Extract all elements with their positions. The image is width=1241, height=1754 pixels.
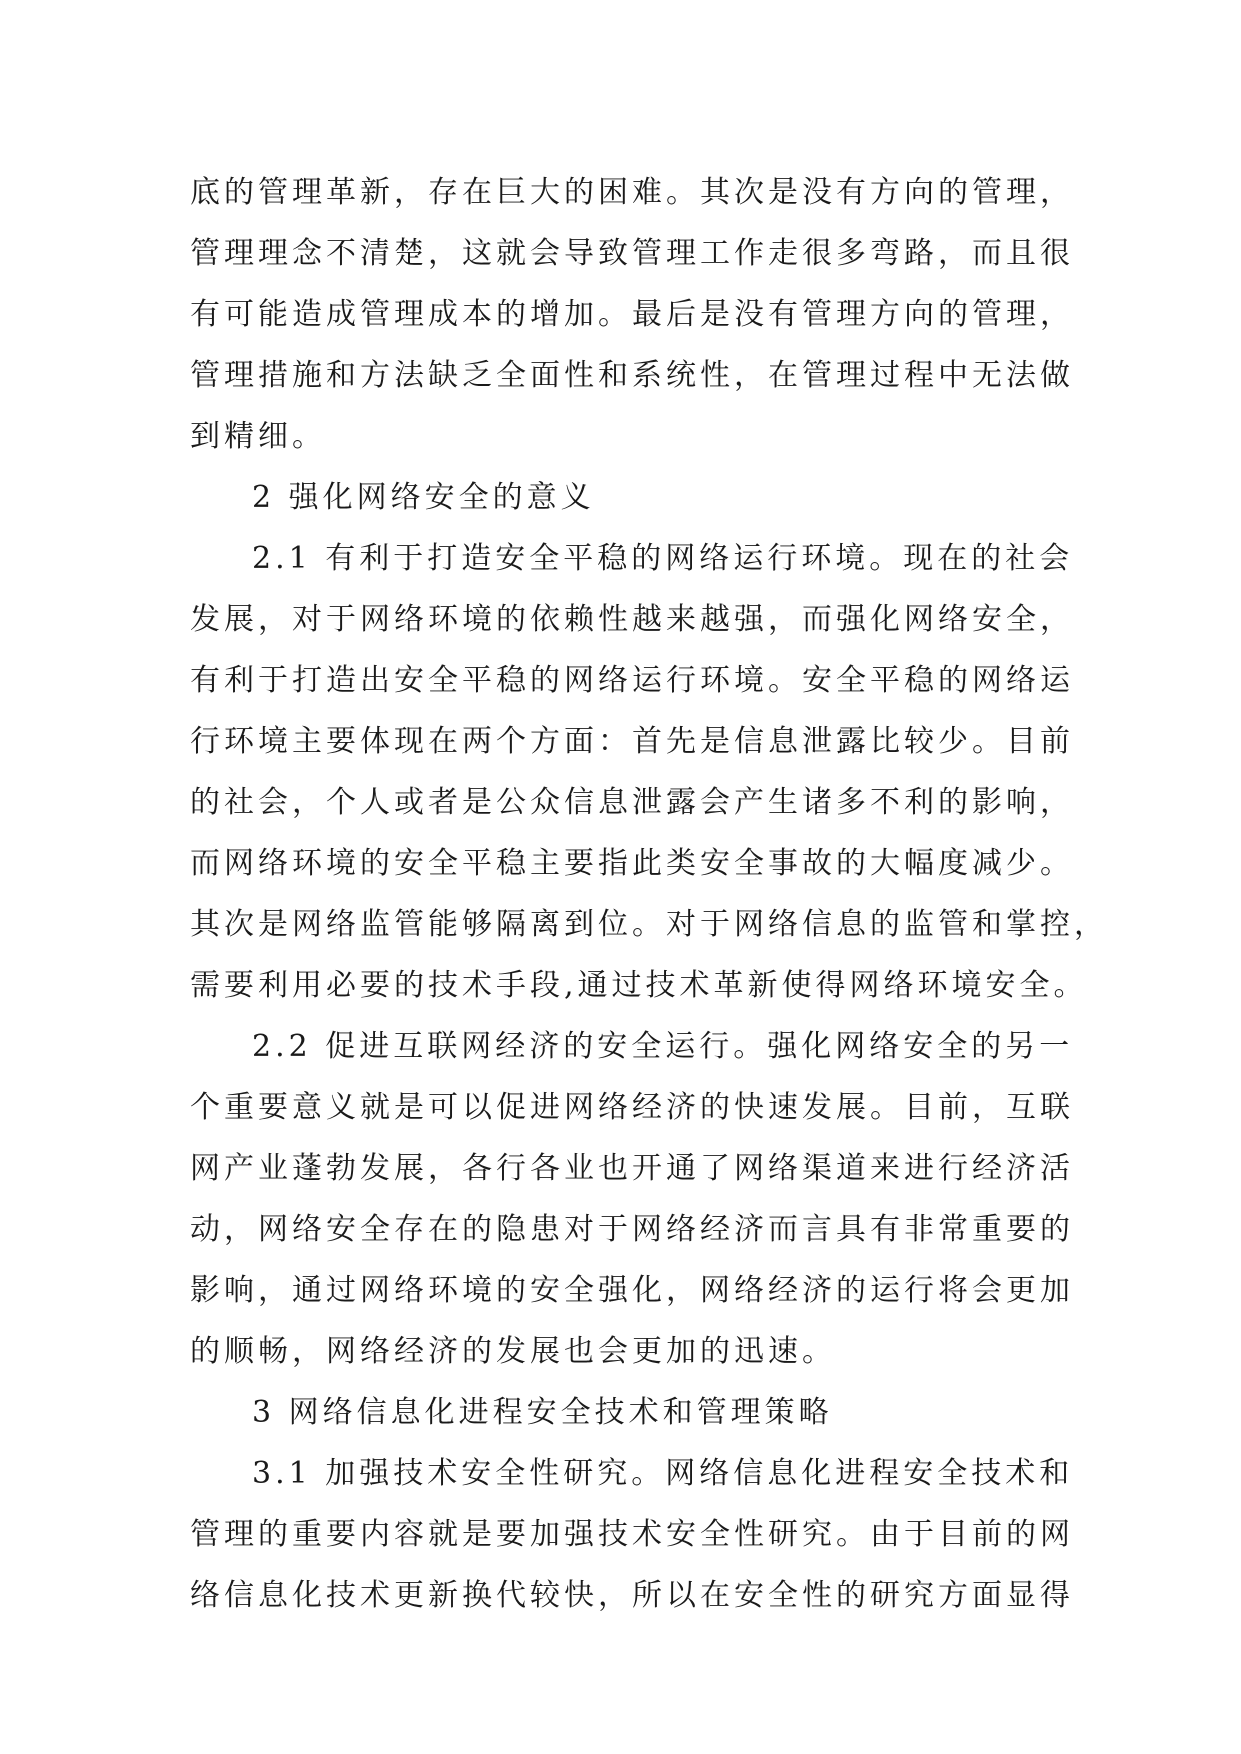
text-line: 3 网络信息化进程安全技术和管理策略 [252,1395,833,1430]
text-line: 2 强化网络安全的意义 [252,480,595,515]
text-line: 3.1 加强技术安全性研究。网络信息化进程安全技术和 [252,1456,1074,1491]
text-line: 而网络环境的安全平稳主要指此类安全事故的大幅度减少。 [190,846,1074,881]
text-line: 其次是网络监管能够隔离到位。对于网络信息的监管和掌控， [190,907,1108,942]
text-line: 需要利用必要的技术手段,通过技术革新使得网络环境安全。 [190,968,1088,1003]
text-line: 的社会，个人或者是公众信息泄露会产生诸多不利的影响， [190,785,1074,820]
text-line: 2.2 促进互联网经济的安全运行。强化网络安全的另一 [252,1029,1074,1064]
text-line: 网产业蓬勃发展，各行各业也开通了网络渠道来进行经济活 [190,1151,1074,1186]
text-line: 到精细。 [190,419,326,454]
text-line: 络信息化技术更新换代较快，所以在安全性的研究方面显得 [190,1578,1074,1613]
text-line: 有利于打造出安全平稳的网络运行环境。安全平稳的网络运 [190,663,1074,698]
text-line: 有可能造成管理成本的增加。最后是没有管理方向的管理， [190,297,1074,332]
text-line: 行环境主要体现在两个方面：首先是信息泄露比较少。目前 [190,724,1074,759]
text-line: 发展，对于网络环境的依赖性越来越强，而强化网络安全， [190,602,1074,637]
text-line: 管理理念不清楚，这就会导致管理工作走很多弯路，而且很 [190,236,1074,271]
text-line: 管理的重要内容就是要加强技术安全性研究。由于目前的网 [190,1517,1074,1552]
text-line: 个重要意义就是可以促进网络经济的快速发展。目前，互联 [190,1090,1074,1125]
text-line: 动，网络安全存在的隐患对于网络经济而言具有非常重要的 [190,1212,1074,1247]
text-line: 管理措施和方法缺乏全面性和系统性，在管理过程中无法做 [190,358,1074,393]
text-line: 2.1 有利于打造安全平稳的网络运行环境。现在的社会 [252,541,1074,576]
text-line: 影响，通过网络环境的安全强化，网络经济的运行将会更加 [190,1273,1074,1308]
text-line: 的顺畅，网络经济的发展也会更加的迅速。 [190,1334,836,1369]
document-body [190,162,1108,1626]
text-line: 底的管理革新，存在巨大的困难。其次是没有方向的管理， [190,175,1074,210]
